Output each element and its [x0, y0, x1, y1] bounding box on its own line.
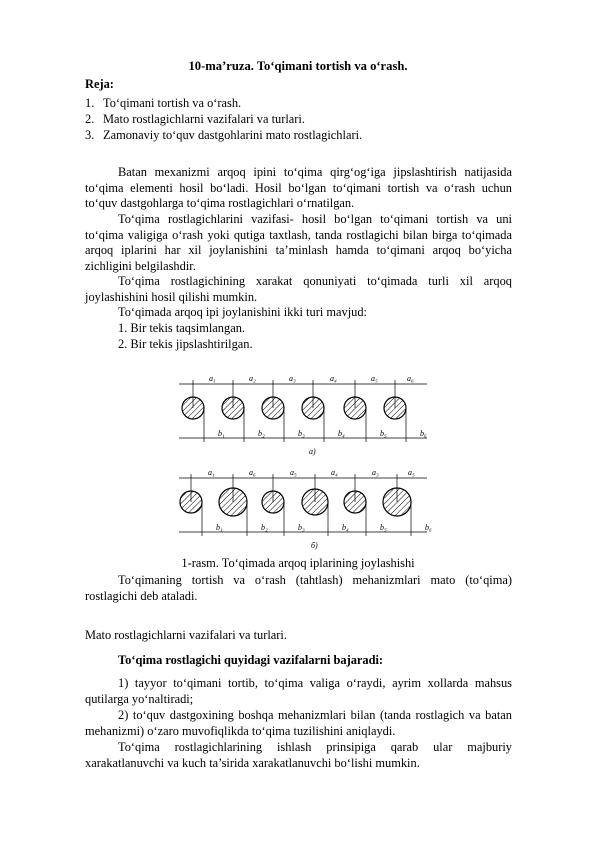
top-dimension-label: a₃ [289, 374, 296, 383]
bottom-dimension-label: b₃ [298, 523, 305, 532]
text-line: to‘quv dastgohlarga to‘qima rostlagichlari o‘rnatilgan. [85, 196, 355, 211]
weft-thread-circle [302, 489, 328, 515]
figure-caption: 1-rasm. To‘qimada arqoq iplarining joylashishi [181, 556, 415, 570]
bottom-dimension-label: b₂ [258, 429, 265, 438]
text-line: qutilarga yo‘naltiradi; [85, 691, 194, 706]
section-heading: Mato rostlagichlarni vazifalari va turlari. [85, 628, 287, 642]
diagram-b [179, 468, 432, 550]
paragraph-4: To‘qimada arqoq ipi joylanishini ikki turi mavjud: [118, 305, 367, 319]
text-line: zichligini belgilashdir. [85, 258, 196, 273]
top-dimension-label: a₂ [249, 374, 256, 383]
top-dimension-label: a₅ [408, 468, 415, 477]
bottom-dimension-label: b₄ [342, 523, 349, 532]
text-line: To‘qima rostlagichlarining ishlash prinsipiga qarab ular majburiy [118, 740, 512, 754]
paragraph-3 [85, 274, 512, 305]
bottom-dimension-label: b₂ [261, 523, 268, 532]
weft-arrangement-figure [165, 372, 455, 556]
paragraph-6 [85, 676, 512, 707]
plan-item [85, 96, 241, 112]
plan-item-text: Mato rostlagichlarni vazifalari va turlari. [103, 112, 305, 126]
weft-thread-circle [344, 397, 366, 419]
plan-item-text: To‘qimani tortish va o‘rash. [103, 96, 242, 110]
text-line: rostlagichi deb ataladi. [85, 588, 198, 603]
weft-thread-circle [383, 488, 411, 516]
plan-item-number: 1. [85, 96, 95, 110]
text-line: arqoq iplarini har xil joylanishini ta’minlash hamda to‘qimani arqoq bo‘yicha [85, 243, 512, 258]
text-line: to‘qima valigiga o‘rash yoki qutiga taxtlash, tanda rostlagichi bilan birga to‘qimada [85, 227, 512, 242]
type-item: 2. Bir tekis jipslashtirilgan. [118, 337, 253, 351]
weft-thread-circle [344, 491, 366, 513]
text-line: mehanizmi) o‘zaro muvofiqlikda to‘qima tuzilishini aniqlaydi. [85, 723, 396, 738]
weft-thread-circle [222, 397, 244, 419]
top-dimension-label: a₁ [208, 468, 215, 477]
plan-item-text: Zamonaviy to‘quv dastgohlarini mato rostlagichlari. [103, 128, 363, 142]
weft-thread-circle [219, 488, 247, 516]
top-dimension-label: a₅ [371, 374, 378, 383]
bottom-dimension-label: b₆ [420, 429, 427, 438]
text-line: 1) tayyor to‘qimani tortib, to‘qima valiga o‘raydi, ayrim xollarda mahsus [118, 676, 512, 690]
plan-item-number: 3. [85, 128, 95, 142]
bottom-dimension-label: b₃ [298, 429, 305, 438]
plan-item-number: 2. [85, 112, 95, 126]
bottom-dimension-label: b₆ [425, 523, 432, 532]
text-line: To‘qima rostlagichining xarakat qonuniyati to‘qimada turli xil arqoq [118, 274, 512, 288]
top-dimension-label: a₄ [330, 374, 337, 383]
paragraph-5 [85, 573, 512, 604]
paragraph-8 [85, 740, 512, 771]
subfigure-label: a) [309, 447, 316, 456]
bottom-dimension-label: b₁ [218, 429, 225, 438]
weft-thread-circle [262, 491, 284, 513]
lecture-title: 10-ma’ruza. To‘qimani tortish va o‘rash. [188, 59, 408, 73]
top-dimension-label: a₄ [331, 468, 338, 477]
plan-item [85, 128, 362, 144]
weft-thread-circle [180, 491, 202, 513]
top-dimension-label: a₆ [407, 374, 414, 383]
paragraph-7 [85, 708, 512, 739]
text-line: To‘qimaning tortish va o‘rash (tahtlash) mehanizmlari mato (to‘qima) [118, 573, 512, 587]
text-line: To‘qima rostlagichlarini vazifasi- hosil bo‘lgan to‘qimani tortish va uni [118, 212, 512, 226]
weft-thread-circle [262, 397, 284, 419]
bottom-dimension-label: b₁ [216, 523, 223, 532]
type-item: 1. Bir tekis taqsimlangan. [118, 321, 245, 335]
bottom-dimension-label: b₅ [380, 429, 387, 438]
plan-heading: Reja: [85, 77, 114, 91]
plan-item [85, 112, 305, 128]
top-dimension-label: a₁ [209, 374, 216, 383]
text-line: to‘qima elementi hosil bo‘ladi. Hosil bo‘lgan to‘qimani tortish va o‘rash uchun [85, 180, 512, 195]
weft-thread-circle [384, 397, 406, 419]
bottom-dimension-label: b₅ [380, 523, 387, 532]
weft-thread-circle [182, 397, 204, 419]
top-dimension-label: a₆ [249, 468, 256, 477]
bold-intro: To‘qima rostlagichi quyidagi vazifalarni bajaradi: [118, 653, 384, 667]
text-line: 2) to‘quv dastgoxining boshqa mehanizmlari bilan (tanda rostlagich va batan [118, 708, 512, 722]
bottom-dimension-label: b₄ [338, 429, 345, 438]
text-line: Batan mexanizmi arqoq ipini to‘qima qirg‘og‘iga jipslashtirish natijasida [118, 165, 512, 179]
paragraph-2 [85, 212, 512, 274]
diagram-a [179, 374, 427, 456]
weft-thread-circle [302, 397, 324, 419]
subfigure-label: б) [311, 541, 318, 550]
text-line: xarakatlanuvchi va kuch ta’sirida xarakatlanuvchi bo‘lishi mumkin. [85, 755, 420, 770]
text-line: joylashishini hosil qilishi mumkin. [85, 289, 258, 304]
top-dimension-label: a₅ [290, 468, 297, 477]
paragraph-1 [85, 165, 512, 212]
top-dimension-label: a₃ [372, 468, 379, 477]
